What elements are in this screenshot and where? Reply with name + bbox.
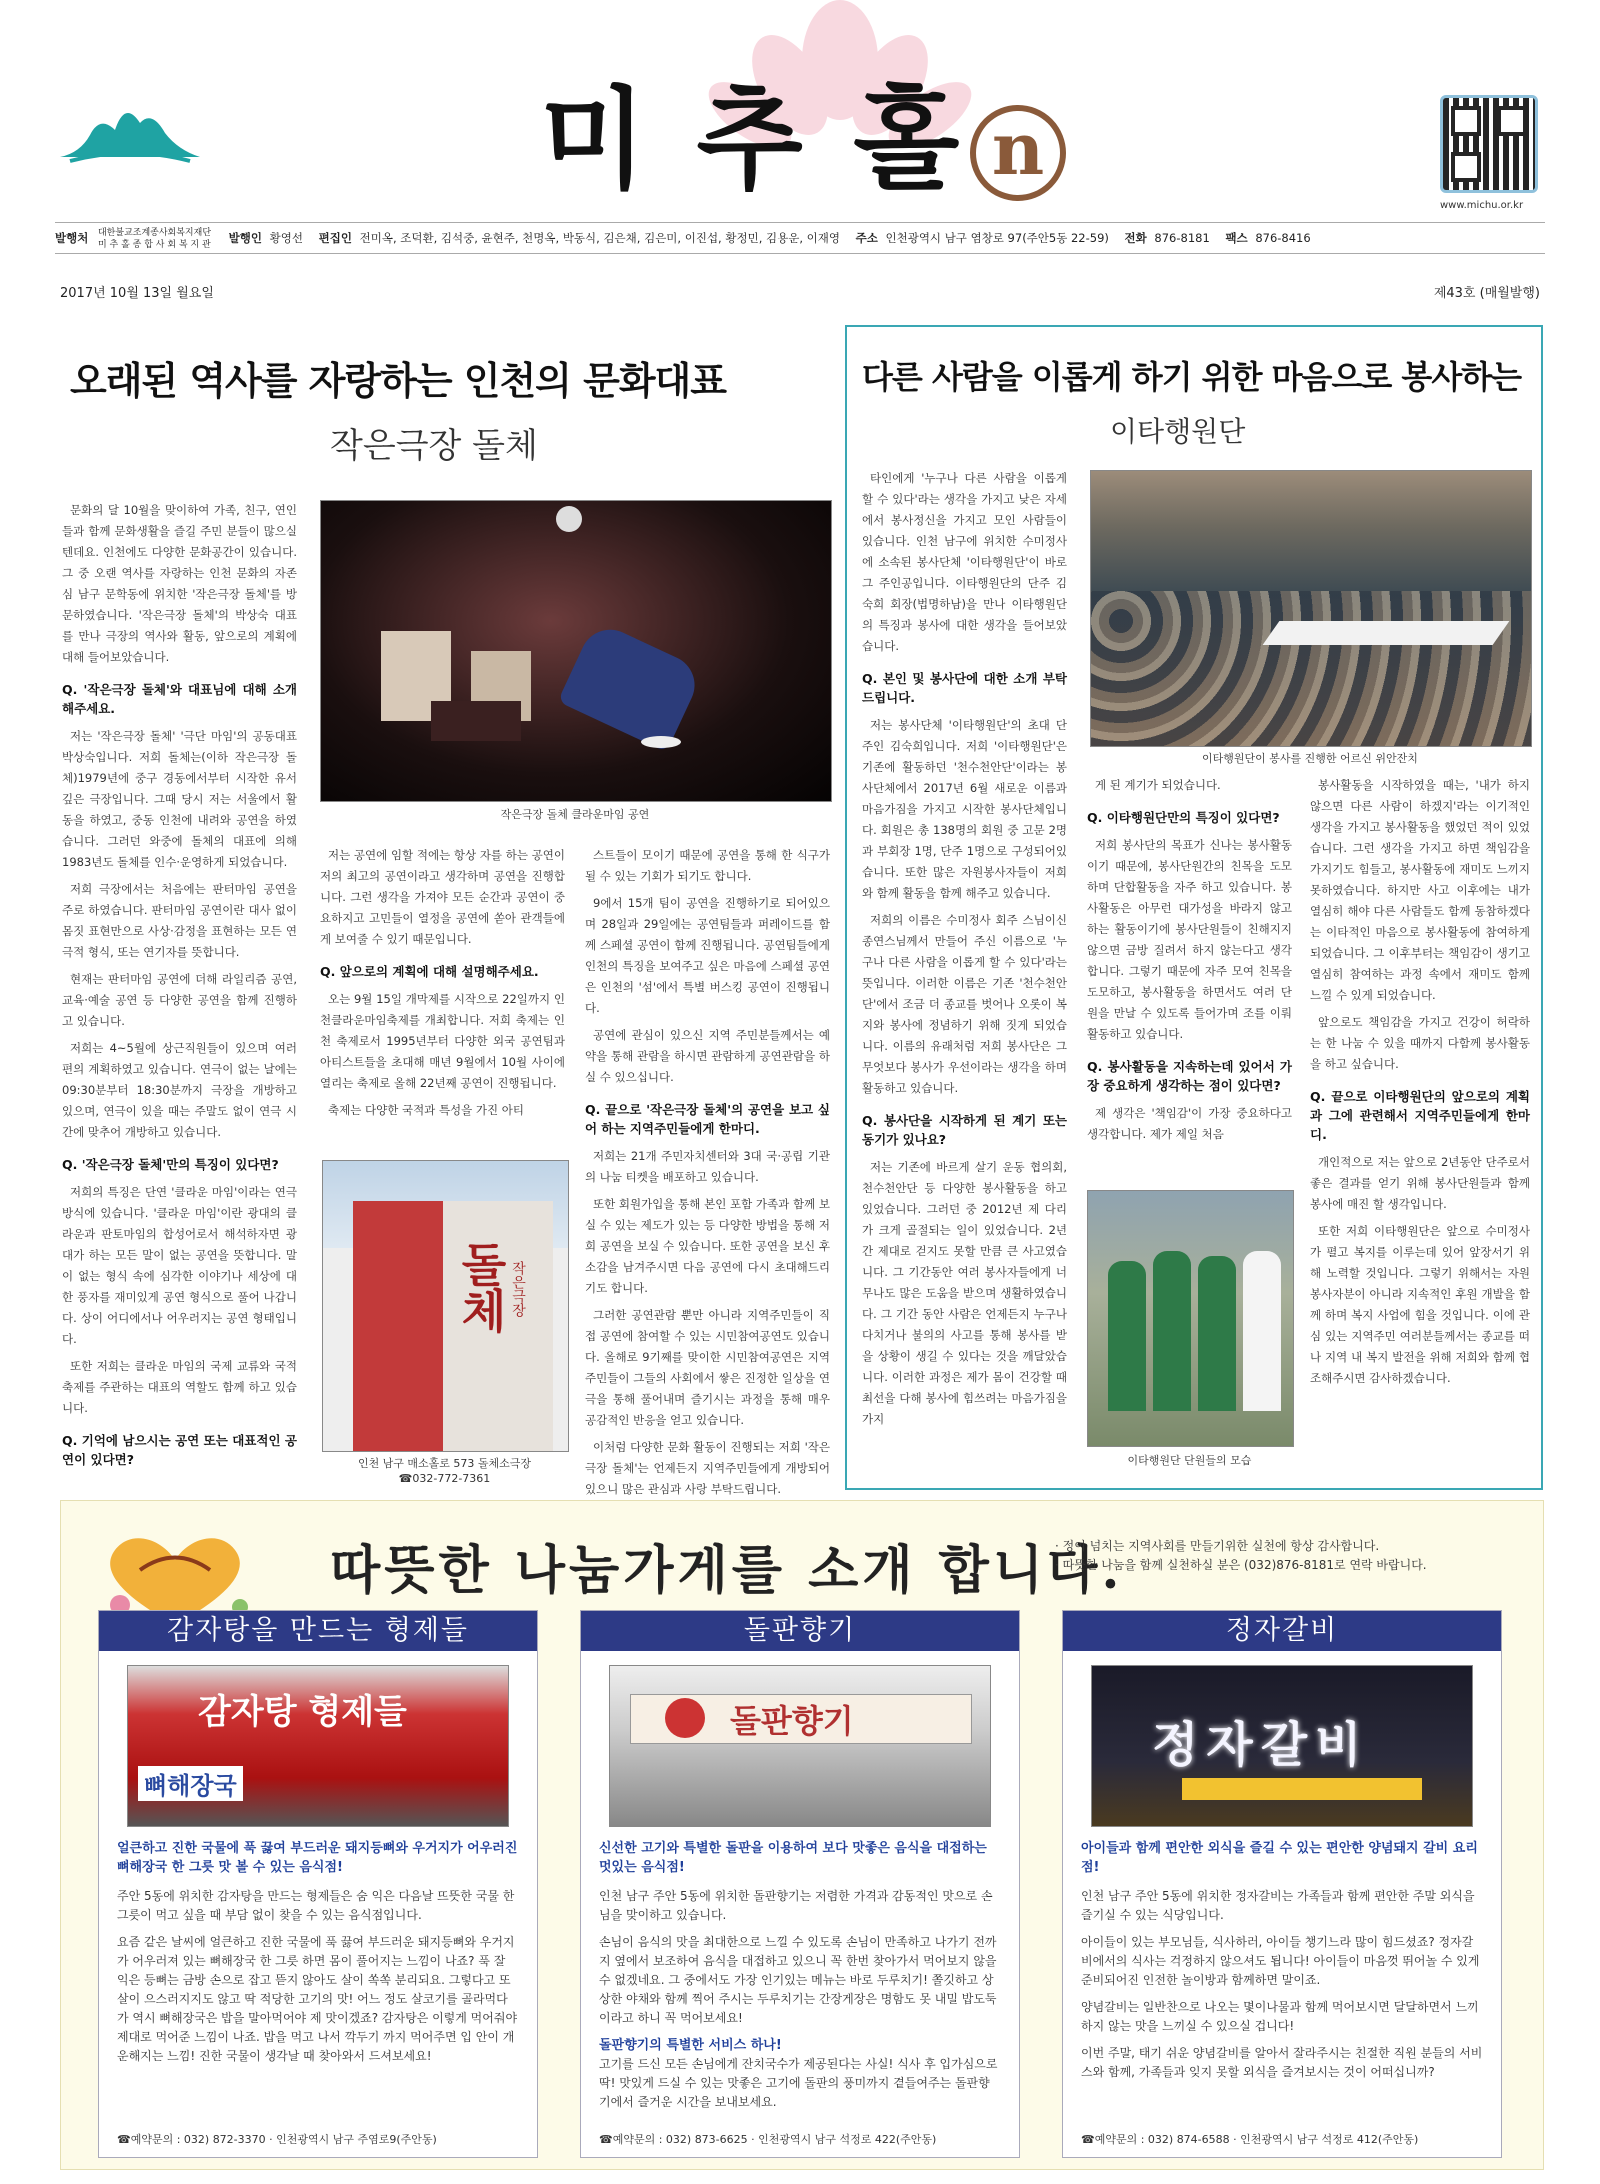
right-photo-event-caption: 이타행원단이 봉사를 진행한 어르신 위안잔치 — [1202, 752, 1418, 765]
right-q4: Q. 봉사활동을 지속하는데 있어서 가장 중요하게 생각하는 점이 있다면? — [1087, 1059, 1292, 1093]
store-contact[interactable]: ☎예약문의 : 032) 873-6625 · 인천광역시 남구 석정로 422(주안동) — [599, 2133, 937, 2146]
store-sign: 돌판향기 — [730, 1702, 854, 1740]
left-col3-para: 공연에 관심이 있으신 지역 주민분들께서는 예약을 통해 관람을 하시면 관람하게 공연관람을 하실 수 있으십니다. — [585, 1028, 830, 1084]
left-q5: Q. 끝으로 '작은극장 돌체'의 공연을 보고 싶어 하는 지역주민들에게 한마디. — [585, 1102, 830, 1136]
left-col1-para: 저는 '작은극장 돌체' '극단 마임'의 공동대표 박상숙입니다. 저희 돌체는(이하 작은극장 돌체)1979년에 중구 경동에서부터 시작한 유서 깊은 극장입니다. 그때 당시 저는 서울에서 활동을 하였고, 중동 인천에 내려와 공연을 하였습니다. 그러던 와중에 돌체의 대표에 의해 1983년도 돌체를 인수·운영하게 되었습니다. — [62, 729, 297, 869]
store-photo — [1091, 1665, 1473, 1827]
store-text — [581, 1827, 1019, 2139]
right-article-col1 — [862, 468, 1067, 1478]
right-article-headline: 다른 사람을 이롭게 하기 위한 마음으로 봉사하는 — [862, 358, 1522, 396]
left-article-col2 — [320, 845, 565, 1155]
store-extra-highlight: 돌판향기의 특별한 서비스 하나! — [599, 2038, 782, 2053]
right-col3-para: 봉사활동을 시작하였을 때는, '내가 하지 않으면 다른 사람이 하겠지'라는 이기적인 생각을 가지고 봉사활동을 했었던 적이 있었습니다. 그런 생각을 가지고 하면 책임감을 가지기도 힘들고, 봉사활동에 재미도 느끼지 못하였습니다. 하지만 사고 이후에는 내가 열심히 해야 다른 사람들도 함께 동참하겠다는 이타적인 마음으로 봉사활동에 참여하게 되었습니다. 그 이후부터는 책임감이 생기고 열심히 참여하는 과정 속에서 재미도 함께 느낄 수 있게 되었습니다. — [1310, 778, 1530, 1002]
right-q2: Q. 봉사단을 시작하게 된 계기 또는 동기가 있나요? — [862, 1113, 1067, 1147]
left-col3-para: 그러한 공연관람 뿐만 아니라 지역주민들이 직접 공연에 참여할 수 있는 시민참여공연도 있습니다. 올해로 9기째를 맞이한 시민참여공연은 지역주민들이 그들의 사회에서 쌓은 진정한 일상을 연극을 통해 풀어내며 즐기시는 과정을 통해 매우 공감적인 반응을 얻고 있습니다. — [585, 1308, 830, 1427]
left-col1-para: 저희의 특징은 단연 '클라운 마임'이라는 연극방식에 있습니다. '클라운 마임'이란 광대의 클라운과 판토마임의 합성어로서 해석하자면 광대가 하는 모든 말이 없는 공연을 뜻합니다. 말이 없는 형식 속에 심각한 이야기나 세상에 대한 풍자를 재미있게 공연 형식으로 풀어 나갑니다. 상이 어디에서나 어우러지는 공연 형태입니다. — [62, 1185, 297, 1346]
left-col3-para: 저희는 21개 주민자치센터와 3대 국·공립 기관의 나눔 티켓을 배포하고 있습니다. — [585, 1149, 830, 1184]
issue-number: 제43호 (매월발행) — [1433, 286, 1540, 301]
left-photo-stage-caption: 작은극장 돌체 클라운마임 공연 — [500, 808, 650, 821]
issuer-label: 발행인 — [228, 231, 262, 245]
masthead-circle-letter: n — [991, 106, 1045, 191]
store-card — [580, 1610, 1020, 2158]
right-col3-para: 또한 저희 이타행원단은 앞으로 수미정사가 펼고 복지를 이루는데 있어 앞장서기 위해 노력할 것입니다. 그렇기 위해서는 자원봉사자분이 아니라 지속적인 후원 개발을 함께 하며 복지 사업에 힘을 것입니다. 이에 관심 있는 지역주민 여러분들께서는 종교를 떠나 지역 내 복지 발전을 위해 저희와 함께 협조해주시면 감사하겠습니다. — [1310, 1224, 1530, 1385]
right-col3-para: 개인적으로 저는 앞으로 2년동안 단주로서 좋은 결과를 얻기 위해 봉사단원들과 함께 봉사에 매진 할 생각입니다. — [1310, 1155, 1530, 1211]
left-q1: Q. '작은극장 돌체'와 대표님에 대해 소개해주세요. — [62, 682, 297, 716]
store-extra: 고기를 드신 모든 손님에게 잔치국수가 제공된다는 사실! 식사 후 입가심으로 딱! 맛있게 드실 수 있는 맛좋은 고기에 돌판의 풍미까지 곁들여주는 돌판향기에서 즐거운 시간을 보내보세요. — [599, 2057, 998, 2109]
store-para: 이번 주말, 태기 쉬운 양념갈비를 알아서 잘라주시는 친절한 직원 분들의 서비스와 함께, 가족들과 잊지 못할 외식을 즐겨보시는 것이 어떠십니까? — [1081, 2046, 1483, 2079]
store-text — [1063, 1827, 1501, 2139]
masthead-title: 미 추 홀 — [540, 75, 966, 204]
left-col1-para: 현재는 판터마임 공연에 더해 라일리즘 공연, 교육·예술 공연 등 다양한 공연을 함께 진행하고 있습니다. — [62, 972, 297, 1028]
mountain-logo-icon — [60, 95, 200, 165]
store-para: 손님이 음식의 맛을 최대한으로 느낄 수 있도록 손님이 만족하고 나가기 전까지 옆에서 보조하여 음식을 대접하고 있으니 꼭 한번 찾아가서 먹어보지 않을 수 없겠네요. 그 중에서도 가장 인기있는 메뉴는 바로 두루치기! 쫄깃하고 상상한 야채와 함께 찍어 주시는 두루치기는 간장게장은 명함도 못 내밀 밥도둑이라고 하니 꼭 먹어보세요! — [599, 1935, 997, 2025]
banner-note-2: · 따뜻한 나눔을 함께 실천하실 분은 (032)876-8181로 연락 바랍니다. — [1055, 1558, 1427, 1572]
building-sign-text: 돌체 — [454, 1241, 508, 1333]
left-article-col1 — [62, 500, 297, 1500]
phone-label: 전화 — [1124, 231, 1147, 245]
address-label: 주소 — [855, 231, 878, 245]
left-photo-stage — [320, 500, 832, 802]
right-col1-para: 저희의 이름은 수미정사 회주 스님이신 종연스님께서 만들어 주신 이름으로 '누구나 다른 사람을 이롭게 할 수 있다'라는 뜻입니다. 이러한 이름은 기존 '천수천안단'에서 조금 더 종교를 벗어나 오롯이 복지와 봉사에 정념하기 위해 짓게 되었습니다. 이름의 유래처럼 저희 봉사단은 그 무엇보다 봉사가 우선이라는 생각을 하며 활동하고 있습니다. — [862, 913, 1067, 1095]
store-card — [98, 1610, 538, 2158]
left-article-col3 — [585, 845, 830, 1496]
store-para: 양념갈비는 일반찬으로 나오는 몇이나물과 함께 먹어보시면 달달하면서 느끼하지 않는 맛을 느끼실 수 있으실 겁니다! — [1081, 2000, 1479, 2033]
left-photo-building — [322, 1160, 569, 1452]
right-q3: Q. 이타행원단만의 특징이 있다면? — [1087, 810, 1280, 825]
store-contact[interactable]: ☎예약문의 : 032) 872-3370 · 인천광역시 남구 주염로9(주안동) — [117, 2133, 437, 2146]
store-card — [1062, 1610, 1502, 2158]
right-col2-para: 게 된 계기가 되었습니다. — [1095, 778, 1221, 792]
store-photo — [609, 1665, 991, 1827]
right-col3-para: 앞으로도 책임감을 가지고 건강이 허락하는 한 나눔 수 있을 때까지 다함께 봉사활동을 하고 싶습니다. — [1310, 1015, 1530, 1071]
left-col2-para: 오는 9월 15일 개막제를 시작으로 22일까지 인천클라운마임축제를 개최합니다. 저희 축제는 인천 축제로서 1995년부터 다양한 외국 공연팀과 아티스트들을 초대해 매년 9월에서 10월 사이에 열리는 축제로 올해 22년째 공연이 진행됩니다. — [320, 992, 565, 1090]
right-photo-group — [1087, 1190, 1294, 1447]
left-col1-para: 저희 극장에서는 처음에는 판터마임 공연을 주로 하였습니다. 판터마임 공연이란 대사 없이 몸짓 표현만으로 사상·감정을 표현하는 모든 연극적 형식, 또는 연기자를 뜻합니다. — [62, 882, 297, 959]
fax-label: 팩스 — [1225, 231, 1248, 245]
qr-code-icon[interactable] — [1440, 95, 1538, 193]
info-bar — [55, 222, 1545, 254]
left-article-headline: 오래된 역사를 자랑하는 인천의 문화대표 — [70, 359, 726, 403]
right-photo-group-caption: 이타행원단 단원들의 모습 — [1127, 1454, 1252, 1467]
building-phone: ☎032-772-7361 — [398, 1472, 491, 1485]
left-col2-para: 저는 공연에 임할 적에는 항상 자를 하는 공연이 저의 최고의 공연이라고 생각하며 공연을 진행합니다. 그런 생각을 가져야 모든 순간과 공연이 중요하지고 고민들이 열정을 공연에 쏟아 관객들에게 보여줄 수 있기 때문입니다. — [320, 848, 565, 946]
store-contact[interactable]: ☎예약문의 : 032) 874-6588 · 인천광역시 남구 석정로 412(주안동) — [1081, 2133, 1419, 2146]
editors: 전미옥, 조덕환, 김석중, 윤현주, 천명옥, 박동식, 김은채, 김은미, 이진섭, 황정민, 김용운, 이재영 — [359, 231, 840, 245]
left-q3: Q. 기억에 남으시는 공연 또는 대표적인 공연이 있다면? — [62, 1433, 297, 1467]
store-sign-2: 뼈해장국 — [138, 1766, 243, 1801]
building-sign-sub: 작은극장 — [510, 1261, 526, 1317]
right-article-col3 — [1310, 775, 1530, 1480]
publisher-name-2: 미 추 홀 종 합 사 회 복 지 관 — [97, 239, 211, 250]
left-col1-para: 문화의 달 10월을 맞이하여 가족, 친구, 연인들과 함께 문화생활을 즐길 주민 분들이 많으실텐데요. 인천에도 다양한 문화공간이 있습니다. 그 중 오랜 역사를 자랑하는 인천 문화의 자존심 남구 문학동에 위치한 '작은극장 돌체'를 방문하였습니다. '작은극장 돌체'의 박상숙 대표를 만나 극장의 역사와 활동, 앞으로의 계획에 대해 들어보았습니다. — [62, 503, 297, 664]
store-highlight: 아이들과 함께 편안한 외식을 즐길 수 있는 편안한 양념돼지 갈비 요리점! — [1081, 1841, 1478, 1875]
banner-notes — [1055, 1537, 1535, 1575]
publisher-name-1: 대한불교조계종사회복지재단 — [97, 227, 212, 238]
store-para: 인천 남구 주안 5동에 위치한 돌판향기는 저렴한 가격과 감동적인 맛으로 손님을 맞이하고 있습니다. — [599, 1889, 993, 1922]
masthead-circle-badge — [970, 105, 1066, 201]
phone: 876-8181 — [1154, 231, 1210, 245]
store-highlight: 얼큰하고 진한 국물에 푹 끓여 부드러운 돼지등뼈와 우거지가 어우러진 뼈해장국 한 그릇 맛 볼 수 있는 음식점! — [117, 1841, 518, 1875]
address: 인천광역시 남구 염창로 97(주안5동 22-59) — [885, 231, 1109, 245]
left-article-subhead: 작은극장 돌체 — [330, 426, 538, 466]
right-col2-para: 제 생각은 '책임감'이 가장 중요하다고 생각합니다. 제가 제일 처음 — [1087, 1106, 1292, 1141]
right-intro: 타인에게 '누구나 다른 사람을 이롭게 할 수 있다'라는 생각을 가지고 낮은 자세에서 봉사정신을 가지고 모인 사람들이 있습니다. 인천 남구에 위치한 수미정사에 소속된 봉사단체 '이타행원단'이 바로 그 주인공입니다. 이타행원단의 단주 김숙희 회장(법명하남)을 만나 이타행원단의 특징과 봉사에 대한 생각을 들어보았습니다. — [862, 471, 1067, 653]
masthead — [0, 0, 1600, 220]
store-highlight: 신선한 고기와 특별한 돌판을 이용하여 보다 맛좋은 음식을 대접하는 멋있는 음식점! — [599, 1841, 987, 1875]
store-para: 요즘 같은 날씨에 얼큰하고 진한 국물에 푹 끓여 부드러운 돼지등뼈와 우거지가 어우러져 있는 뼈해장국 한 그릇 하면 몸이 풀어지는 느낌이 나죠? 푹 잘 익은 등뼈는 금방 손으로 잡고 뜯지 않아도 살이 쏙쏙 분리되요. 그렇다고 또 살이 으스러지지도 않고 딱 적당한 고기의 맛! 어느 정도 살코기를 골라먹다가 역시 뼈해장국은 밥을 말아먹어야 제 맛이겠죠? 감자탕은 이렇게 먹어줘야 제대로 먹어준 느낌이 나죠. 밥을 먹고 나서 깍두기 까지 먹어주면 입 안이 개운해지는 느낌! 진한 국물이 생각날 때 찾아와서 드셔보세요! — [117, 1935, 518, 2063]
issue-date: 2017년 10월 13일 월요일 — [60, 286, 214, 301]
right-col1-para: 저는 봉사단체 '이타행원단'의 초대 단주인 김숙희입니다. 저희 '이타행원단'은 기존에 활동하던 '천수천안단'이라는 봉사단체에서 2017년 6월 새로운 이름과 마음가짐을 가지고 시작한 봉사단체입니다. 회원은 총 138명의 회원 중 고문 2명과 부회장 1명, 단주 1명으로 구성되어있습니다. 또한 많은 자원봉사자들이 저희와 함께 활동을 함께 해주고 있습니다. — [862, 718, 1067, 900]
right-q1: Q. 본인 및 봉사단에 대한 소개 부탁드립니다. — [862, 671, 1067, 705]
right-article-subhead: 이타행원단 — [1110, 415, 1246, 448]
editors-label: 편집인 — [318, 231, 352, 245]
right-col2-para: 저희 봉사단의 목표가 신나는 봉사활동이기 때문에, 봉사단원간의 친목을 도모하며 단합활동을 자주 하고 있습니다. 봉사활동은 아무런 대가성을 바라지 않고 하는 활동이기에 봉사단원들이 친해지지 않으면 금방 질려서 하지 않는다고 생각합니다. 그렇기 때문에 자주 모여 친목을 도모하고, 봉사활동을 하면서도 여러 단원을 만날 수 있도록 들어가며 조를 이뤄 활동하고 있습니다. — [1087, 838, 1292, 1041]
left-col3-para: 스트들이 모이기 때문에 공연을 통해 한 식구가 될 수 있는 기회가 되기도 합니다. — [585, 848, 830, 883]
issuer: 황영선 — [269, 231, 303, 245]
store-name: 정자갈비 — [1063, 1611, 1501, 1651]
left-col1-para: 또한 저희는 클라운 마임의 국제 교류와 국적 축제를 주관하는 대표의 역할도 함께 하고 있습니다. — [62, 1359, 297, 1415]
right-q5: Q. 끝으로 이타행원단의 앞으로의 계획과 그에 관련해서 지역주민들에게 한마디. — [1310, 1089, 1530, 1142]
right-article-col2 — [1087, 775, 1292, 1185]
store-sign: 감자탕 형제들 — [198, 1692, 407, 1732]
store-text — [99, 1827, 537, 2129]
store-para: 인천 남구 주안 5동에 위치한 정자갈비는 가족들과 함께 편안한 주말 외식을 즐기실 수 있는 식당입니다. — [1081, 1889, 1475, 1922]
banner-title: 따뜻한 나눔가게를 소개 합니다. — [330, 1540, 1124, 1601]
left-col2-para: 축제는 다양한 국적과 특성을 가진 아티 — [328, 1103, 525, 1117]
left-col3-para: 9에서 15개 팀이 공연을 진행하기로 되어있으며 28일과 29일에는 공연팀들과 퍼레이드를 함께 스페셜 공연이 함께 진행됩니다. 공연팀들에게 인천의 특징을 보여주고 싶은 마음에 스페셜 공연은 인천의 '섬'에서 특별 버스킹 공연이 진행됩니다. — [585, 896, 830, 1015]
store-sign: 정자갈비 — [1152, 1717, 1370, 1773]
store-para: 주안 5동에 위치한 감자탕을 만드는 형제들은 숨 익은 다음날 뜨뜻한 국물 한 그릇이 먹고 싶을 때 부담 없이 찾을 수 있는 음식점입니다. — [117, 1889, 515, 1922]
left-q4: Q. 앞으로의 계획에 대해 설명해주세요. — [320, 964, 539, 979]
building-address: 인천 남구 매소홀로 573 돌체소극장 — [357, 1457, 532, 1470]
right-photo-event — [1090, 470, 1532, 747]
fax: 876-8416 — [1255, 231, 1311, 245]
left-col1-para: 저희는 4~5월에 상근직원들이 있으며 여러 편의 계획하였고 있습니다. 연극이 없는 날에는 09:30분부터 18:30분까지 극장을 개방하고 있으며, 연극이 있을 때는 주말도 없이 연극 시간에 맞추어 개방하고 있습니다. — [62, 1041, 297, 1139]
store-name: 돌판향기 — [581, 1611, 1019, 1651]
left-photo-building-caption — [322, 1456, 567, 1486]
store-para: 아이들이 있는 부모님들, 식사하러, 아이들 챙기느라 많이 힘드셨죠? 정자갈비에서의 식사는 걱정하지 않으셔도 됩니다! 아이들이 마음껏 뛰어놀 수 있게 준비되어진 인전한 놀이방과 함께하면 말이죠. — [1081, 1935, 1480, 1987]
store-name: 감자탕을 만드는 형제들 — [99, 1611, 537, 1651]
banner-note-1: · 정이 넘치는 지역사회를 만들기위한 실천에 항상 감사합니다. — [1055, 1539, 1380, 1553]
right-col1-para: 저는 기존에 바르게 살기 운동 협의회, 천수천안단 등 다양한 봉사활동을 하고 있었습니다. 그러던 중 2012년 제 다리가 크게 골절되는 일이 있었습니다. 2년간 제대로 걷지도 못할 만큼 큰 사고였습니다. 그 기간동안 여러 봉사자들에게 너무나도 많은 도움을 받으며 생활하였습니다. 그 기간 동안 사람은 언제든지 누구나 다치거나 불의의 사고를 통해 봉사를 받을 상황이 생길 수 있다는 것을 깨달았습니다. 이러한 과정은 제가 몸이 건강할 때 최선을 다해 봉사에 힘쓰려는 마음가짐을 가지 — [862, 1160, 1067, 1426]
left-col3-para: 이처럼 다양한 문화 활동이 진행되는 저희 '작은극장 돌체'는 언제든지 지역주민들에게 개방되어있으니 많은 관심과 사랑 부탁드립니다. — [585, 1440, 830, 1496]
left-q2: Q. '작은극장 돌체'만의 특징이 있다면? — [62, 1157, 279, 1172]
qr-caption[interactable]: www.michu.or.kr — [1440, 200, 1524, 211]
store-photo — [127, 1665, 509, 1827]
publisher-label: 발행처 — [55, 231, 89, 245]
left-col3-para: 또한 회원가입을 통해 본인 포함 가족과 함께 보실 수 있는 제도가 있는 등 다양한 방법을 통해 저희 공연을 보실 수 있습니다. 또한 공연을 보신 후 소감을 남겨주시면 다음 공연에 다시 초대해드리기도 합니다. — [585, 1197, 830, 1295]
